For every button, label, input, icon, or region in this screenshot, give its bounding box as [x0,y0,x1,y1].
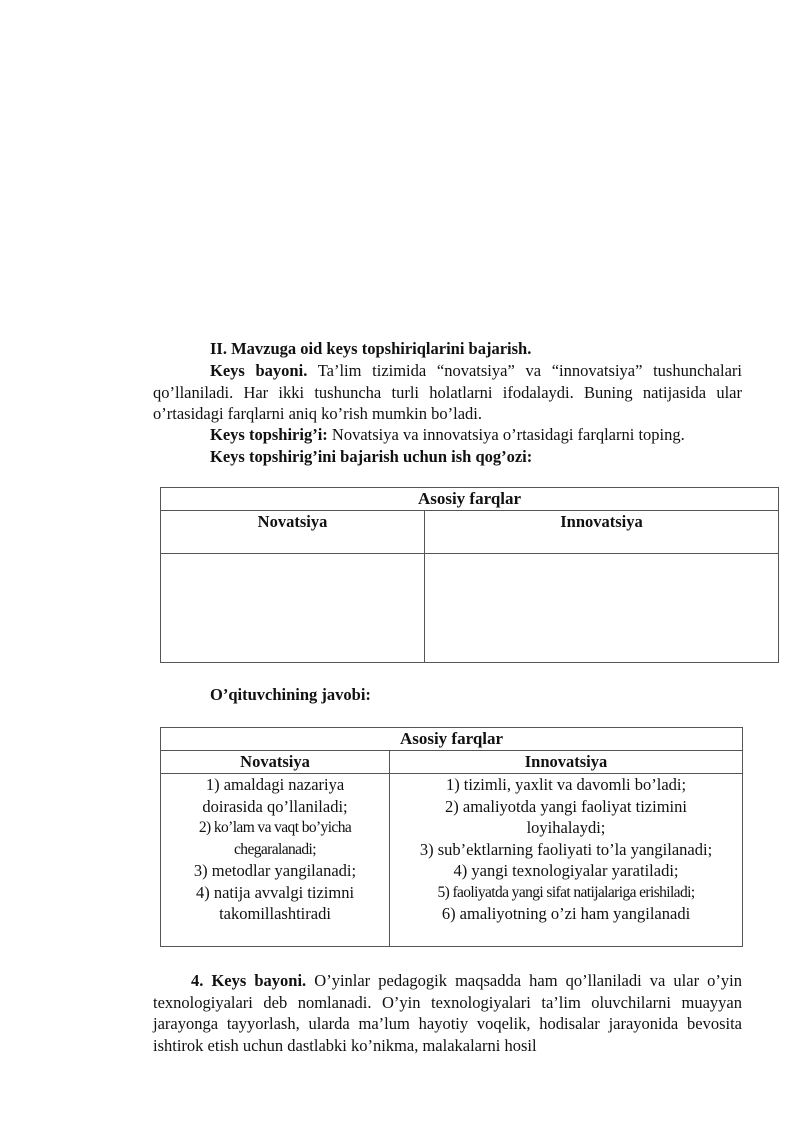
answer-table-caption: Asosiy farqlar [161,728,743,751]
answer-cell-novatsiya [161,774,390,947]
answer-cell-innovatsiya [390,774,743,947]
worksheet-col-innovatsiya: Innovatsiya [425,511,779,554]
answer-line: 4) natija avvalgi tizimni [195,882,355,902]
answer-col-novatsiya: Novatsiya [161,751,390,774]
answer-col-innovatsiya: Innovatsiya [390,751,743,774]
case-statement-label: Keys bayoni. [210,361,308,380]
case4-label: 4. Keys bayoni. [191,971,307,990]
answer-line: 1) amaldagi nazariya [205,775,345,794]
answer-line: 3) sub’ektlarning faoliyati to’la yangilanadi; [419,839,713,859]
case-task-text: Novatsiya va innovatsiya o’rtasidagi farqlarni toping. [331,425,685,444]
case-statement-text: Ta’lim tizimida “novatsiya” va “innovatsiya” tushunchalari qo’llaniladi. Har ikki tushuncha turli holatlarni ifodalaydi. Buning natijasida ular o’rtasidagi farqlarni aniq ko’rish mumkin bo’ladi. [153,361,742,423]
answer-line: takomillashtiradi [219,904,331,923]
worksheet-table [160,487,779,663]
worksheet-col-novatsiya: Novatsiya [161,511,425,554]
answer-line: 6) amaliyotning o’zi ham yangilanadi [441,904,691,923]
answer-line: 2) ko’lam va vaqt bo’yicha [198,819,352,836]
worksheet-cell-novatsiya[interactable] [161,554,425,663]
answer-line: 4) yangi texnologiyalar yaratiladi; [453,861,679,880]
answer-table [160,727,743,947]
case-statement-paragraph [153,360,742,425]
answer-line: 2) amaliyotda yangi faoliyat tizimini [445,796,687,816]
case4-text: O’yinlar pedagogik maqsadda ham qo’llaniladi va ular o’yin texnologiyalari deb nomlanadi. O’yin texnologiyalari ta’lim oluvchilarni muayyan jarayonga tayyorlash, ularda ma’lum hayotiy voqelik, hodisalar jarayonida bevosita ishtirok etish uchun dastlabki ko’nikma, malakalarni hosil [153,971,742,1055]
worksheet-heading: Keys topshirig’ini bajarish uchun ish qog’ozi: [210,447,533,466]
answer-line: loyihalaydi; [526,818,606,837]
answer-line: 1) tizimli, yaxlit va davomli bo’ladi; [445,775,687,794]
section-heading: II. Mavzuga oid keys topshiriqlarini bajarish. [210,339,532,358]
answer-line: chegaralanadi; [234,840,316,858]
answer-line: 5) faoliyatda yangi sifat natijalariga erishiladi; [437,883,695,901]
worksheet-cell-innovatsiya[interactable] [425,554,779,663]
case-task-line [210,425,685,445]
worksheet-table-caption: Asosiy farqlar [161,488,779,511]
answer-line: 3) metodlar yangilanadi; [193,861,357,880]
answer-line: doirasida qo’llaniladi; [202,796,348,816]
case4-paragraph [153,970,742,1056]
teacher-answer-heading: O’qituvchining javobi: [210,685,371,704]
case-task-label: Keys topshirig’i: [210,425,328,444]
